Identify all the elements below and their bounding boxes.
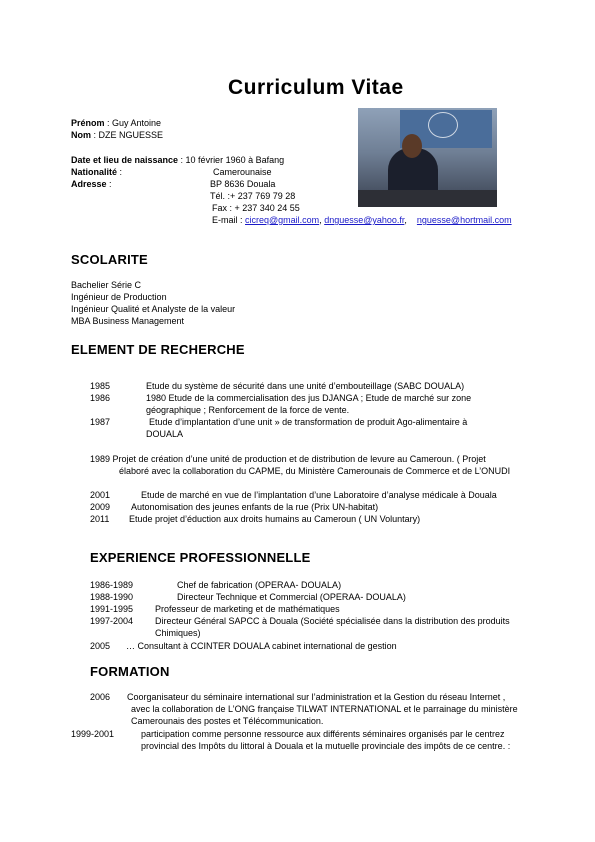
prenom-row <box>71 118 161 129</box>
nom-value: : DZE NGUESSE <box>91 130 164 140</box>
adresse-bp: BP 8636 Douala <box>210 179 276 189</box>
section-heading-experience: EXPERIENCE PROFESSIONNELLE <box>90 550 311 565</box>
page-title: Curriculum Vitae <box>228 76 404 99</box>
formation-text: participation comme personne ressource aux différents séminaires organisés par le centrez <box>141 729 505 739</box>
recherche-text: élaboré avec la collaboration du CAPME, du Ministère Camerounais de Commerce et de L’ONUDI <box>119 466 511 476</box>
formation-text: Camerounais des postes et Télécommunication. <box>131 716 324 726</box>
naissance-value: : 10 février 1960 à Bafang <box>178 155 285 165</box>
prenom-label: Prénom <box>71 118 105 128</box>
adresse-sep: : <box>106 179 112 189</box>
naissance-label: Date et lieu de naissance <box>71 155 179 165</box>
experience-years: 1988-1990 <box>90 592 134 602</box>
experience-text: Chimiques) <box>155 628 201 638</box>
scolarite-item: MBA Business Management <box>71 316 185 326</box>
recherche-text: Etude d’implantation d’une unit » de transformation de produit Ago-alimentaire à <box>149 417 468 427</box>
profile-photo <box>358 108 497 207</box>
section-heading-recherche: ELEMENT DE RECHERCHE <box>71 342 245 357</box>
section-heading-scolarite: SCOLARITE <box>71 252 148 267</box>
email-prefix: E-mail : <box>212 215 246 225</box>
recherche-text: Etude du système de sécurité dans une unité d’embouteillage (SABC DOUALA) <box>146 381 465 391</box>
recherche-text: Autonomisation des jeunes enfants de la rue (Prix UN-habitat) <box>131 502 379 512</box>
email-link-3[interactable]: nguesse@hortmail.com <box>416 215 512 225</box>
scolarite-item: Ingénieur de Production <box>71 292 167 302</box>
recherche-year: 2001 <box>90 490 111 500</box>
experience-text: Directeur Général SAPCC à Douala (Société spécialisée dans la distribution des produits <box>155 616 510 626</box>
formation-year: 2006 <box>90 692 111 702</box>
recherche-text: 1989 Projet de création d’une unité de production et de distribution de levure au Cameroun. ( Projet <box>90 454 486 464</box>
formation-text: avec la collaboration de L’ONG française TILWAT INTERNATIONAL et le parrainage du ministère <box>131 704 518 714</box>
recherche-text: 1980 Etude de la commercialisation des jus DJANGA ; Etude de marché sur zone <box>146 393 472 403</box>
email-link-2[interactable]: dnguesse@yahoo.fr <box>324 215 405 225</box>
experience-text: Chef de fabrication (OPERAA- DOUALA) <box>177 580 342 590</box>
nom-row <box>71 130 163 141</box>
formation-text: Coorganisateur du séminaire international sur l’administration et la Gestion du réseau Internet , <box>127 692 506 702</box>
prenom-value: : Guy Antoine <box>104 118 162 128</box>
adresse-fax: Fax : + 237 340 24 55 <box>212 203 300 213</box>
experience-years: 1986-1989 <box>90 580 134 590</box>
nationalite-value: Camerounaise <box>213 167 272 177</box>
email-row: E-mail : cicreq@gmail.com, dnguesse@yahoo.fr, nguesse@hortmail.com <box>212 215 512 225</box>
recherche-year: 2011 <box>90 514 110 524</box>
recherche-text: Etude projet d’éduction aux droits humains au Cameroun ( UN Voluntary) <box>129 514 421 524</box>
recherche-year: 2009 <box>90 502 111 512</box>
experience-years: 1997-2004 <box>90 616 134 626</box>
formation-text: provincial des Impôts du littoral à Douala et la mutuelle provinciale des impôts de ce centre. : <box>141 741 511 751</box>
recherche-year: 1986 <box>90 393 111 403</box>
recherche-year: 1985 <box>90 381 111 391</box>
scolarite-item: Bachelier Série C <box>71 280 142 290</box>
naissance-row <box>71 155 284 166</box>
section-heading-formation: FORMATION <box>90 664 170 679</box>
scolarite-item: Ingénieur Qualité et Analyste de la valeur <box>71 304 236 314</box>
recherche-year: 1987 <box>90 417 111 427</box>
experience-text: … Consultant à CCINTER DOUALA cabinet international de gestion <box>126 641 397 651</box>
adresse-row <box>71 179 112 190</box>
nationalite-row <box>71 167 122 178</box>
un-emblem-icon <box>428 112 458 138</box>
experience-years: 1991-1995 <box>90 604 134 614</box>
nom-label: Nom <box>71 130 91 140</box>
recherche-text: géographique ; Renforcement de la force de vente. <box>146 405 350 415</box>
photo-head <box>402 134 422 158</box>
adresse-tel: Tél. :+ 237 769 79 28 <box>210 191 296 201</box>
email-link-1[interactable]: cicreq@gmail.com <box>245 215 320 225</box>
nationalite-label: Nationalité <box>71 167 118 177</box>
nationalite-sep: : <box>117 167 123 177</box>
experience-years: 2005 <box>90 641 111 651</box>
adresse-label: Adresse <box>71 179 107 189</box>
photo-desk <box>358 190 497 207</box>
recherche-text: DOUALA <box>146 429 184 439</box>
formation-years: 1999-2001 <box>71 729 115 739</box>
recherche-text: Etude de marché en vue de l’implantation d’une Laboratoire d’analyse médicale à Douala <box>141 490 497 500</box>
experience-text: Professeur de marketing et de mathématiques <box>155 604 340 614</box>
experience-text: Directeur Technique et Commercial (OPERAA- DOUALA) <box>177 592 406 602</box>
